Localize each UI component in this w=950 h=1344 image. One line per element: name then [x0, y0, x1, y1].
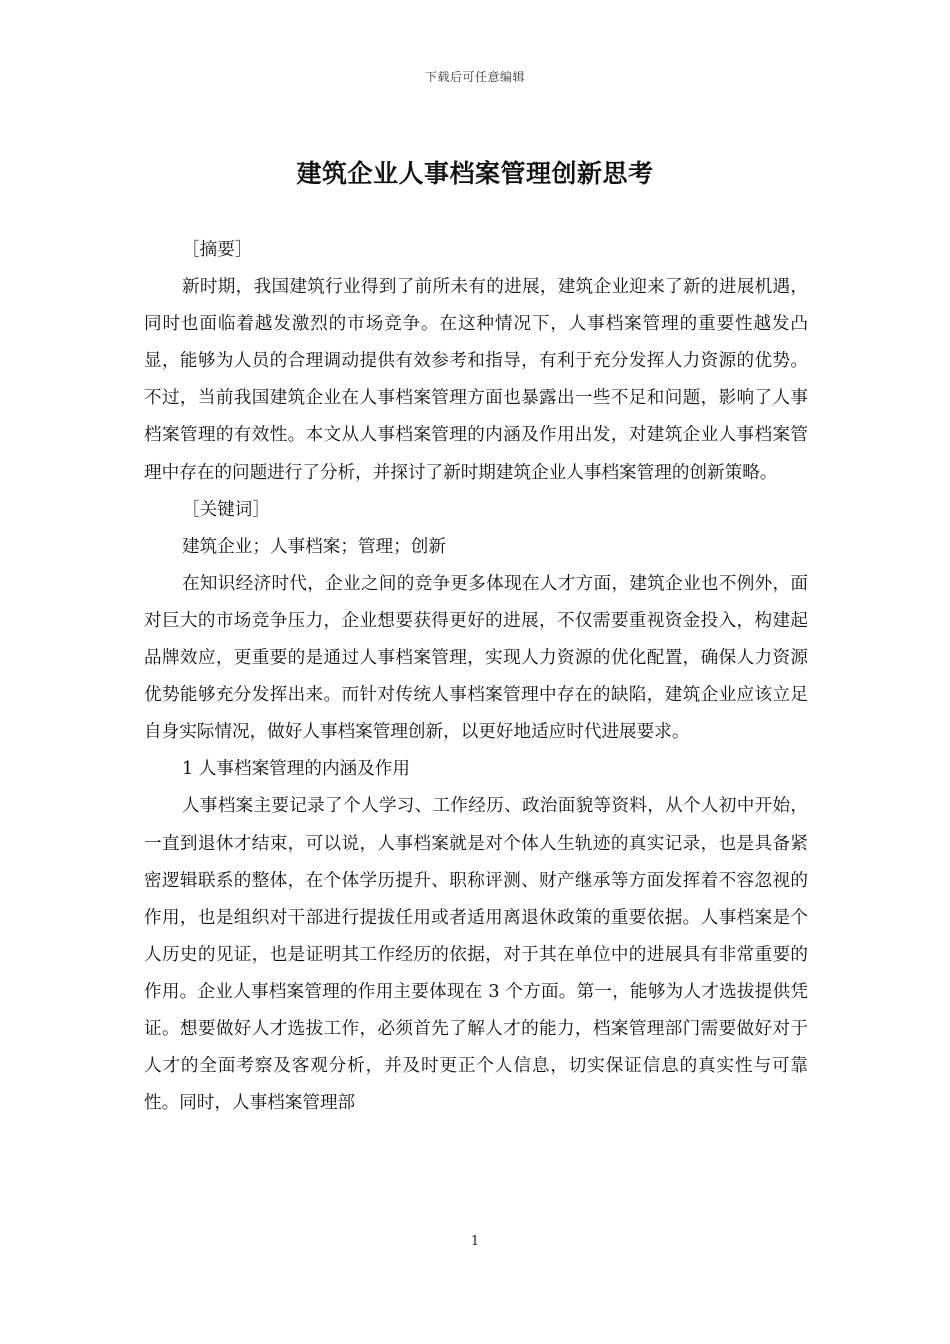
document-body	[144, 232, 808, 1122]
keywords-label: ［关键词］	[182, 499, 270, 520]
abstract-paragraph: 新时期，我国建筑行业得到了前所未有的进展，建筑企业迎来了新的进展机遇，同时也面临着越发激烈的市场竞争。在这种情况下，人事档案管理的重要性越发凸显，能够为人员的合理调动提供有效参考和指导，有利于充分发挥人力资源的优势。不过，当前我国建筑企业在人事档案管理方面也暴露出一些不足和问题，影响了人事档案管理的有效性。本文从人事档案管理的内涵及作用出发，对建筑企业人事档案管理中存在的问题进行了分析，并探讨了新时期建筑企业人事档案管理的创新策略。	[144, 277, 808, 483]
section-1-heading: 1 人事档案管理的内涵及作用	[182, 759, 410, 780]
section-1-paragraph: 人事档案主要记录了个人学习、工作经历、政治面貌等资料，从个人初中开始，一直到退休才结束，可以说，人事档案就是对个体人生轨迹的真实记录，也是具备紧密逻辑联系的整体，在个体学历提升、职称评测、财产继承等方面发挥着不容忽视的作用，也是组织对干部进行提拔任用或者适用离退休政策的重要依据。人事档案是个人历史的见证，也是证明其工作经历的依据，对于其在单位中的进展具有非常重要的作用。企业人事档案管理的作用主要体现在 3 个方面。第一，能够为人才选拔提供凭证。想要做好人才选拔工作，必须首先了解人才的能力，档案管理部门需要做好对于人才的全面考察及客观分析，并及时更正个人信息，切实保证信息的真实性与可靠性。同时，人事档案管理部	[144, 796, 808, 1114]
abstract-label: ［摘要］	[182, 240, 253, 260]
document-title: 建筑企业人事档案管理创新思考	[296, 159, 654, 188]
page-header-note: 下载后可任意编辑	[424, 70, 525, 84]
keywords-paragraph: 建筑企业；人事档案；管理；创新	[182, 536, 446, 557]
page-number: 1	[470, 1234, 480, 1249]
intro-paragraph: 在知识经济时代，企业之间的竞争更多体现在人才方面，建筑企业也不例外，面对巨大的市场竞争压力，企业想要获得更好的进展，不仅需要重视资金投入，构建起品牌效应，更重要的是通过人事档案管理，实现人力资源的优化配置，确保人力资源优势能够充分发挥出来。而针对传统人事档案管理中存在的缺陷，建筑企业应该立足自身实际情况，做好人事档案管理创新，以更好地适应时代进展要求。	[144, 573, 808, 743]
